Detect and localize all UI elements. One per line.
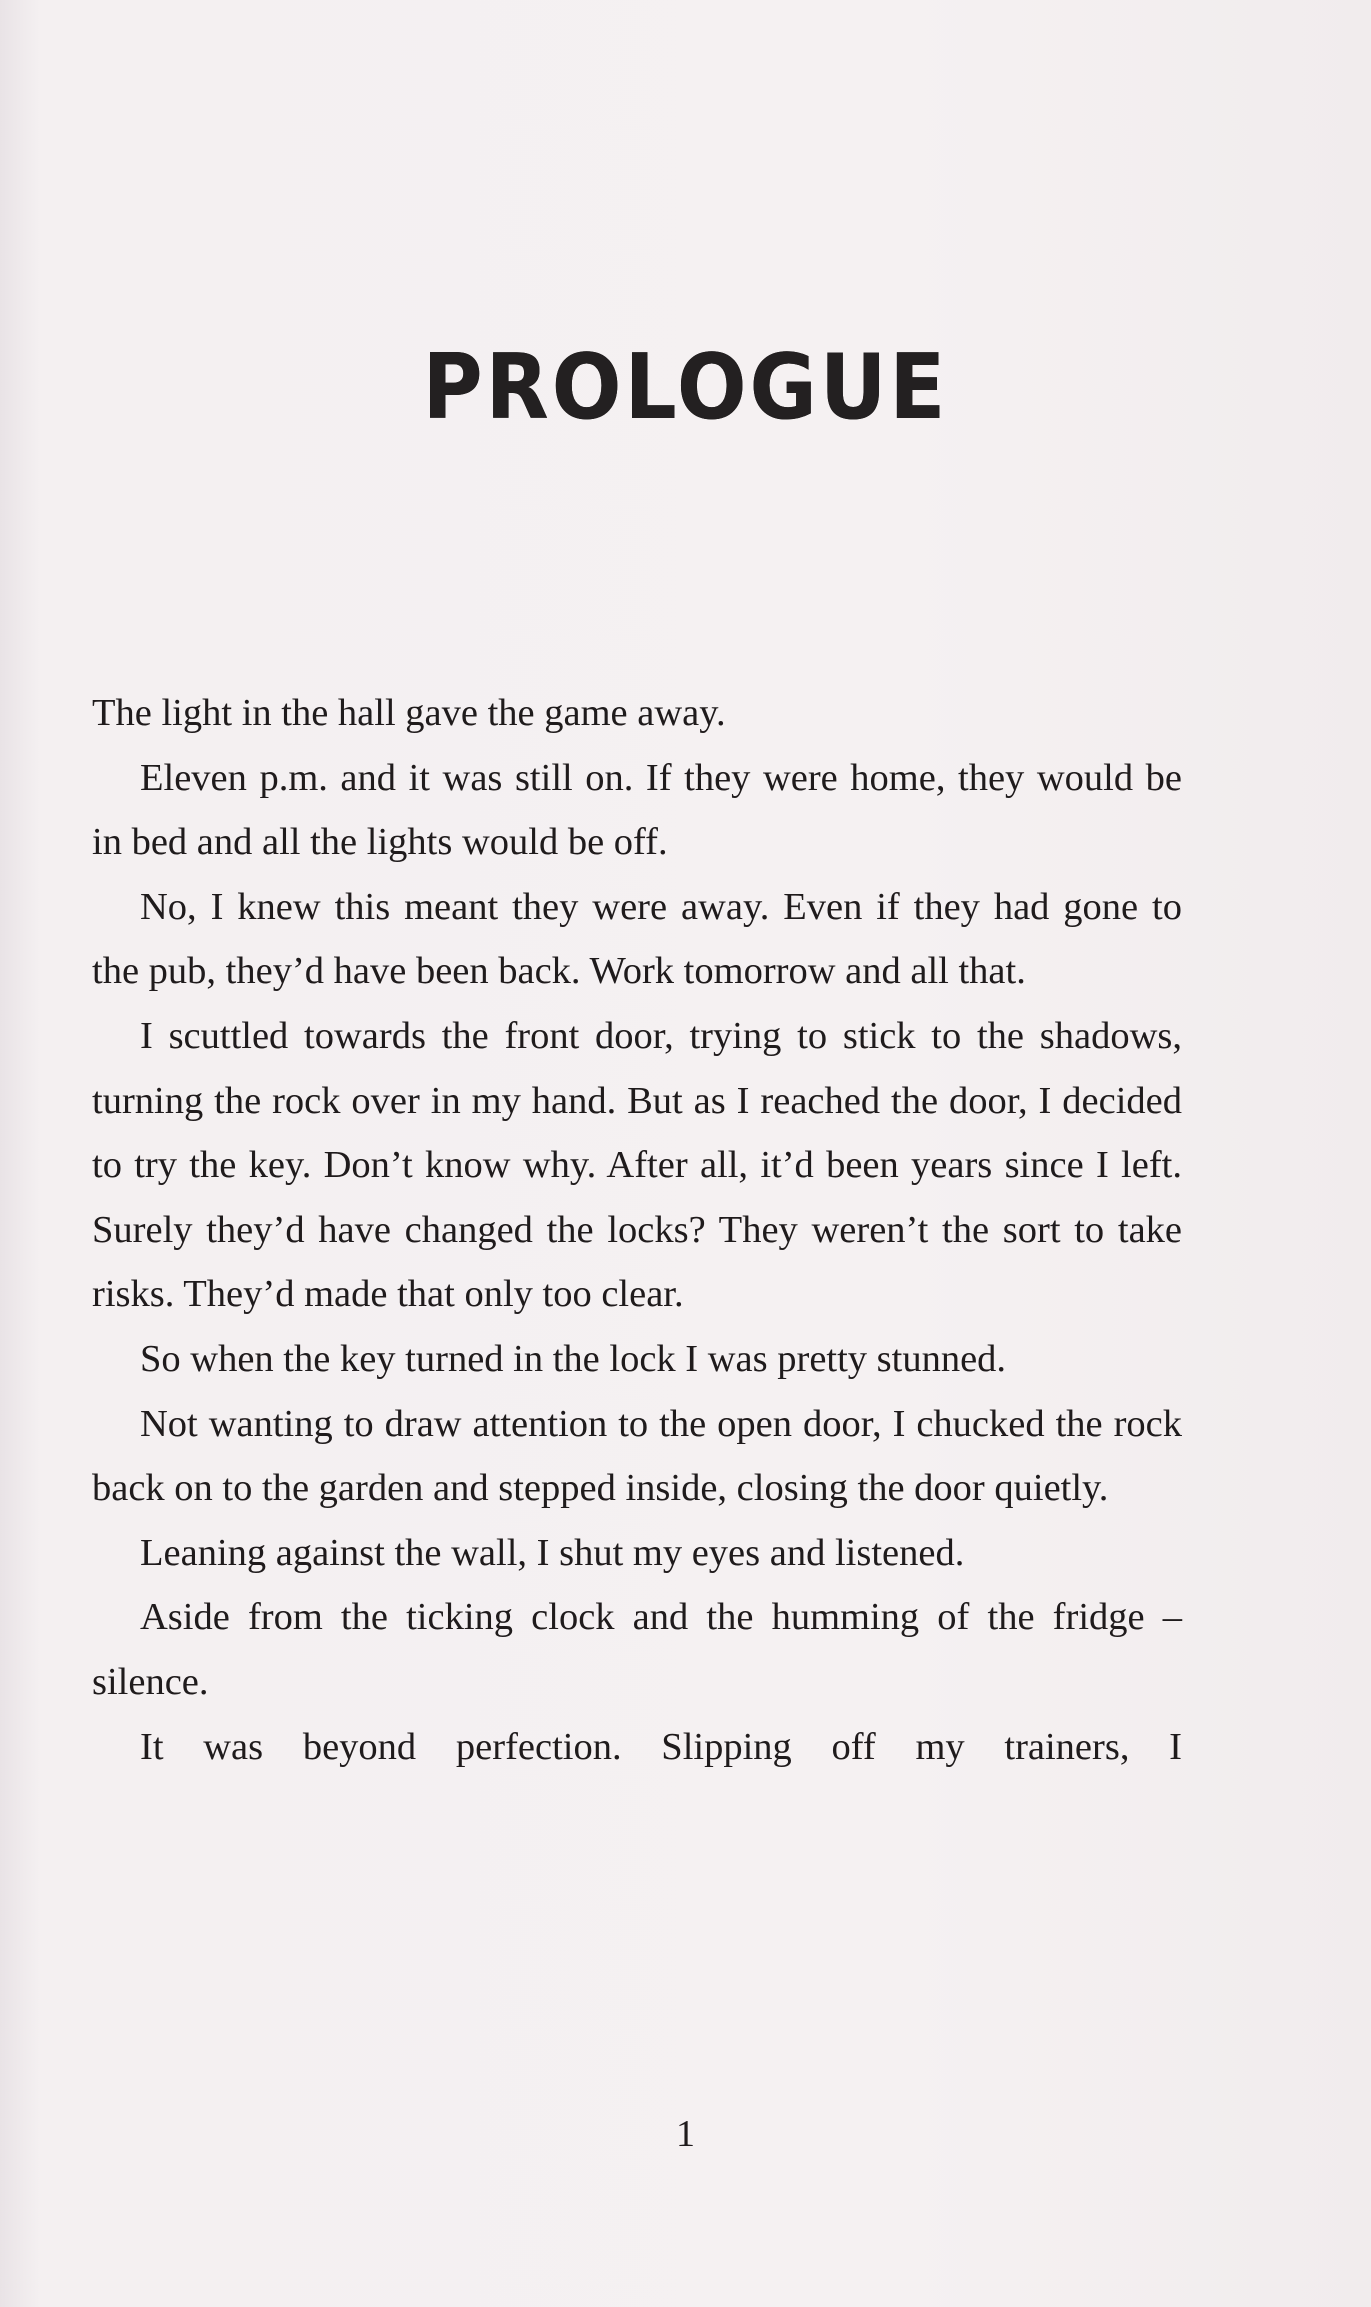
paragraph: No, I knew this meant they were away. Even if they had gone to the pub, they’d have been back. Work tomorrow and all that. [92,885,1182,993]
paragraph: It was beyond perfection. Slipping off my trainers, I [140,1725,1182,1768]
chapter-title-text: PROLOGUE [422,335,949,440]
paragraph: Eleven p.m. and it was still on. If they were home, they would be in bed and all the lights would be off. [92,756,1182,864]
body-text [92,681,1182,1779]
paragraph: The light in the hall gave the game away. [92,692,726,734]
page-number: 1 [676,2113,695,2155]
chapter-title [0,335,1371,440]
paragraph: So when the key turned in the lock I was pretty stunned. [140,1337,1007,1380]
paragraph: Not wanting to draw attention to the open door, I chucked the rock back on to the garden and stepped inside, closing the door quietly. [92,1402,1182,1510]
paragraph: Leaning against the wall, I shut my eyes and listened. [140,1531,965,1574]
paragraph: I scuttled towards the front door, trying to stick to the shadows, turning the rock over in my hand. But as I reached the door, I decided to try the key. Don’t know why. After all, it’d been years since I left. Surely they’d have changed the locks? They weren’t the sort to take risks. They’d made that only too clear. [92,1014,1182,1316]
paragraph: Aside from the ticking clock and the humming of the fridge – silence. [92,1596,1182,1703]
